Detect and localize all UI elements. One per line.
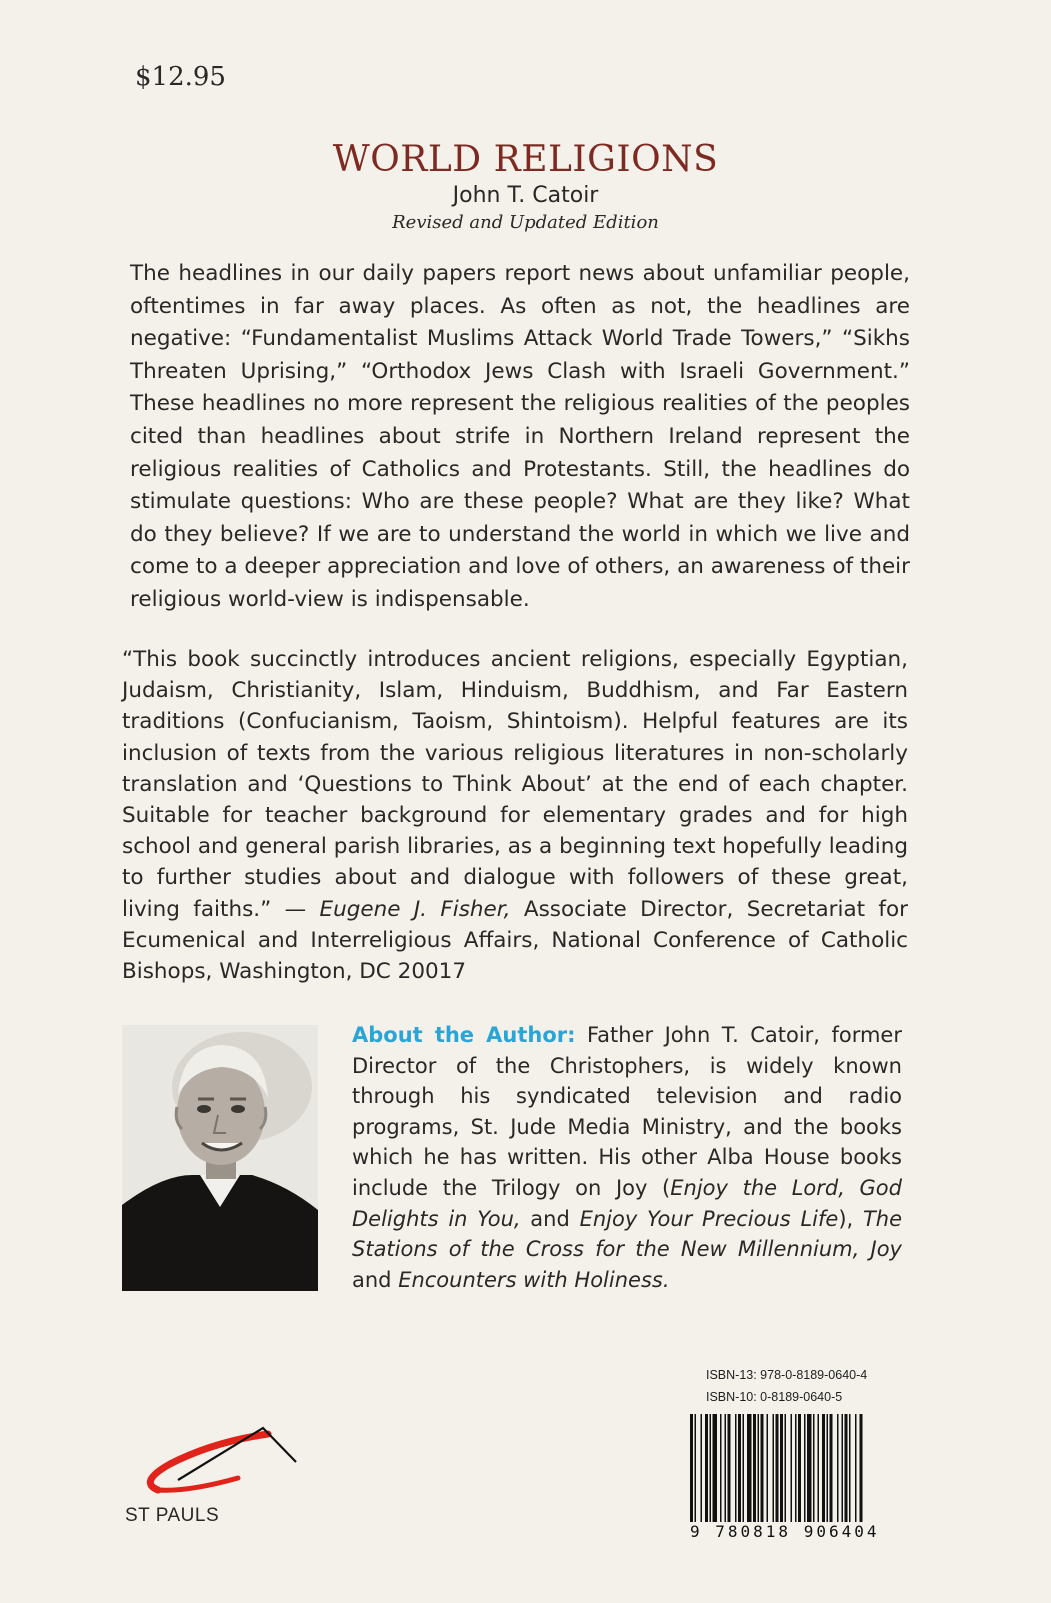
book-header [0, 138, 1051, 236]
barcode-bar [813, 1414, 815, 1526]
about-the-author [352, 1020, 902, 1295]
barcode-bar [780, 1414, 783, 1526]
barcode-bar [842, 1414, 844, 1526]
barcode-bar [785, 1414, 787, 1526]
about-italic-1: Enjoy the Lord, God Delights in You, [352, 1175, 902, 1231]
about-text-2: and [520, 1206, 580, 1231]
about-text-1: Father John T. Catoir, former Director of the Christophers, is widely known through his syndicated television and radio programs, St. Jude Media Ministry, and the books which he has written. His other Alba House books include the Trilogy on Joy ( [352, 1023, 902, 1200]
barcode-digits: 9 780818 906404 [686, 1522, 904, 1541]
barcode-bar [761, 1414, 764, 1526]
barcode [686, 1414, 900, 1542]
barcode-bar [791, 1414, 793, 1526]
quote-text: “This book succinctly introduces ancient religions, especially Egyptian, Judaism, Christianity, Islam, Hinduism, Buddhism, and Far Eastern traditions (Confucianism, Taoism, Shintoism). Helpful features are its inclusion of texts from the various religious literatures in non-scholarly translation and ‘Questions to Think About’ at the end of each chapter. Suitable for teacher background for elementary grades and for high school and general parish libraries, as a beginning text hopefully leading to further studies about and dialogue with followers of these great, living faiths.” — [122, 647, 908, 922]
barcode-bar [849, 1414, 851, 1526]
barcode-bar [830, 1414, 833, 1526]
barcode-bar [798, 1414, 801, 1526]
barcode-bar [822, 1414, 825, 1526]
barcode-bar [735, 1414, 737, 1526]
quote-attribution-rest: Associate Director, Secretariat for Ecumenical and Interreligious Affairs, National Conference of Catholic Bishops, Washington, DC 20017 [122, 896, 908, 985]
quote-attribution-name: Eugene J. Fisher, [319, 896, 511, 922]
barcode-bars [686, 1414, 900, 1526]
st-pauls-logo-icon [118, 1420, 303, 1510]
barcode-bar [804, 1414, 806, 1526]
author-portrait-image [122, 1025, 318, 1291]
book-edition: Revised and Updated Edition [392, 212, 659, 233]
barcode-bar [738, 1414, 741, 1526]
barcode-bar [827, 1414, 829, 1526]
barcode-bar [705, 1414, 708, 1526]
barcode-bar [725, 1414, 727, 1526]
barcode-bar [807, 1414, 812, 1526]
barcode-bar [767, 1414, 769, 1526]
barcode-bar [837, 1414, 839, 1526]
barcode-bar [795, 1414, 797, 1526]
barcode-bar [855, 1414, 857, 1526]
publisher-name: ST PAULS [125, 1505, 220, 1526]
endorsement-quote [122, 644, 908, 987]
barcode-bar [690, 1414, 693, 1526]
price: $12.95 [135, 62, 226, 92]
about-italic-2: Enjoy Your Precious Life [579, 1206, 839, 1231]
about-italic-4: Encounters with Holiness. [398, 1267, 670, 1292]
barcode-bar [743, 1414, 745, 1526]
book-title: WORLD RELIGIONS [332, 139, 719, 180]
barcode-bar [773, 1414, 775, 1526]
barcode-bar [728, 1414, 731, 1526]
book-blurb [130, 258, 910, 617]
barcode-bar [713, 1414, 718, 1526]
about-italic-3: The Stations of the Cross for the New Millennium, Joy [352, 1206, 903, 1262]
barcode-bar [701, 1414, 703, 1526]
barcode-bar [720, 1414, 722, 1526]
barcode-bar [758, 1414, 760, 1526]
barcode-bar [747, 1414, 752, 1526]
about-text-4: and [352, 1267, 399, 1292]
about-heading: About the Author: [352, 1023, 576, 1047]
barcode-bar [710, 1414, 712, 1526]
barcode-bar [753, 1414, 756, 1526]
isbn-13: ISBN-13: 978-0-8189-0640-4 [706, 1368, 868, 1382]
book-author: John T. Catoir [452, 183, 599, 208]
author-photo [122, 1025, 318, 1291]
barcode-bar [695, 1414, 697, 1526]
barcode-bar [860, 1414, 863, 1526]
about-text-3: ), [838, 1206, 863, 1231]
barcode-bar [818, 1414, 820, 1526]
isbn-10: ISBN-10: 0-8189-0640-5 [706, 1390, 843, 1404]
blurb-text: The headlines in our daily papers report news about unfamiliar people, oftentimes in far away places. As often as not, the headlines are negative: “Fundamentalist Muslims Attack World Trade Towers,” “Sikhs Threaten Uprising,” “Orthodox Jews Clash with Israeli Government.” These headlines no more represent the religious realities of the peoples cited than headlines about strife in Northern Ireland represent the religious realities of Catholics and Protestants. Still, the headlines do stimulate questions: Who are these people? What are they like? What do they believe? If we are to understand the world in which we live and come to a deeper appreciation and love of others, an awareness of their religious world-view is indispensable. [130, 261, 910, 612]
barcode-bar [776, 1414, 779, 1526]
st-pauls-logo [118, 1420, 303, 1510]
barcode-bar [845, 1414, 848, 1526]
